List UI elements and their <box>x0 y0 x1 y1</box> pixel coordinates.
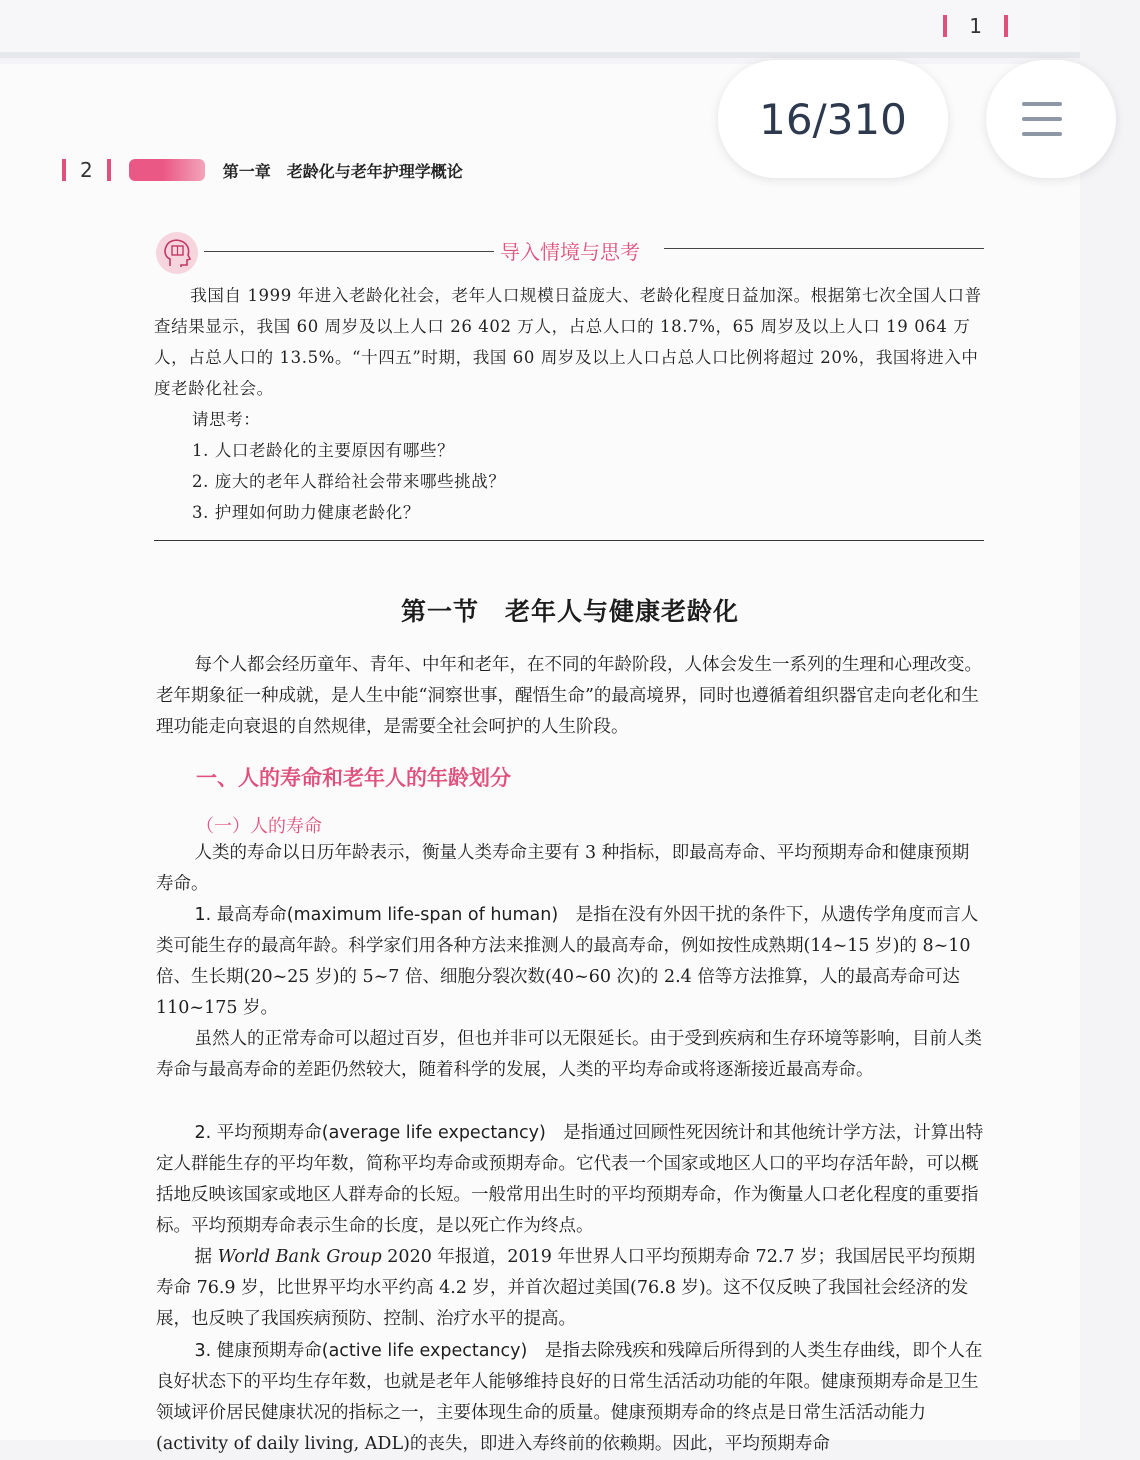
menu-line <box>1022 132 1062 136</box>
intro-bottom-rule <box>154 540 984 541</box>
intro-title: 导入情境与思考 <box>494 236 646 265</box>
intro-prompt: 请思考： <box>192 410 261 429</box>
page-marker-left <box>943 15 947 37</box>
page-marker-right <box>107 159 111 181</box>
item-average-life-expectancy-text: 是指通过回顾性死因统计和其他统计学方法，计算出特定人群能生存的平均年数，简称平均寿命或预期寿命。它代表一个国家或地区人口的平均存活年龄，可以概括地反映该国家或地区人群寿命的长短。一般常用出生时的平均预期寿命，作为衡量人口老化程度的重要指标。平均预期寿命表示生命的长度，是以死亡作为终点。 <box>156 1123 984 1236</box>
section-paragraph-1: 每个人都会经历童年、青年、中年和老年，在不同的年龄阶段，人体会发生一系列的生理和心理改变。老年期象征一种成就，是人生中能“洞察世事，醒悟生命”的最高境界，同时也遵循着组织器官走向老化和生理功能走向衰退的自然规律，是需要全社会呵护的人生阶段。 <box>156 655 982 737</box>
page-marker-right <box>1004 15 1008 37</box>
item-active-life-expectancy <box>156 1336 986 1460</box>
menu-line <box>1022 117 1062 121</box>
subsection-heading: 一、人的寿命和老年人的年龄划分 <box>196 766 511 790</box>
page-counter[interactable]: 16/310 <box>718 60 948 178</box>
section-paragraph-2: 人类的寿命以日历年龄表示，衡量人类寿命主要有 3 种指标，即最高寿命、平均预期寿命和健康预期寿命。 <box>156 843 970 894</box>
p4-source: World Bank Group <box>217 1247 382 1267</box>
section-paragraph-4 <box>156 1242 986 1335</box>
hamburger-menu-icon[interactable] <box>986 60 1116 178</box>
previous-page-number-text: 1 <box>969 14 982 38</box>
intro-heading <box>156 232 986 272</box>
intro-paragraph: 我国自 1999 年进入老龄化社会，老年人口规模日益庞大、老龄化程度日益加深。根据第七次全国人口普查结果显示，我国 60 周岁及以上人口 26 402 万人，占总人口的 18.7%，65 周岁及以上人口 19 064 万人，占总人口的 13.5%。“十四五”时期，我国 60 周岁及以上人口占总人口比例将超过 20%，我国将进入中度老龄化社会。 <box>154 286 982 398</box>
page-marker-left <box>62 159 66 181</box>
p4-post: 2020 年报道，2019 年世界人口平均预期寿命 72.7 岁；我国居民平均预期寿命 76.9 岁，比世界平均水平约高 4.2 岁，并首次超过美国(76.8 岁)。这不仅反映了我国社会经济的发展，也反映了我国疾病预防、控制、治疗水平的提高。 <box>156 1247 976 1329</box>
intro-question-2: 2. 庞大的老年人群给社会带来哪些挑战？ <box>192 472 506 491</box>
menu-line <box>1022 102 1062 106</box>
section-paragraph-3: 虽然人的正常寿命可以超过百岁，但也并非可以无限延长。由于受到疾病和生存环境等影响，目前人类寿命与最高寿命的差距仍然较大，随着科学的发展，人类的平均寿命或将逐渐接近最高寿命。 <box>156 1029 982 1080</box>
previous-page-strip <box>0 0 1080 58</box>
intro-body <box>154 280 984 528</box>
p4-pre: 据 <box>194 1247 218 1267</box>
section-title: 第一节 老年人与健康老龄化 <box>400 597 739 626</box>
item-max-lifespan <box>156 900 986 1024</box>
head-book-icon <box>156 232 198 274</box>
chapter-title: 第一章 老龄化与老年护理学概论 <box>222 161 463 181</box>
item-max-lifespan-text: 是指在没有外因干扰的条件下，从遗传学角度而言人类可能生存的最高年龄。科学家们用各种方法来推测人的最高寿命，例如按性成熟期(14~15 岁)的 8~10 倍、生长期(20~25 岁)的 5~7 倍、细胞分裂次数(40~60 次)的 2.4 倍等方法推算，人的最高寿命可达 110~175 岁。 <box>156 905 979 1018</box>
chapter-color-tab <box>129 159 205 181</box>
running-header <box>62 158 463 182</box>
heading-rule-right <box>664 248 984 249</box>
item-active-life-expectancy-term: 3. 健康预期寿命(active life expectancy) <box>194 1341 528 1361</box>
page-number: 2 <box>80 158 93 182</box>
item-max-lifespan-term: 1. 最高寿命(maximum life-span of human) <box>194 905 559 925</box>
intro-question-3: 3. 护理如何助力健康老龄化？ <box>192 503 420 522</box>
item-average-life-expectancy-term: 2. 平均预期寿命(average life expectancy) <box>194 1123 546 1143</box>
intro-question-1: 1. 人口老龄化的主要原因有哪些？ <box>192 441 455 460</box>
previous-page-number <box>943 14 1008 38</box>
subsubsection-heading: （一）人的寿命 <box>196 816 322 837</box>
item-active-life-expectancy-text: 是指去除残疾和残障后所得到的人类生存曲线，即个人在良好状态下的平均生存年数，也就是老年人能够维持良好的日常生活活动功能的年限。健康预期寿命是卫生领域评价居民健康状况的指标之一，主要体现生命的质量。健康预期寿命的终点是日常生活活动能力(activity of daily living, ADL)的丧失，即进入寿终前的依赖期。因此，平均预期寿命 <box>156 1341 983 1454</box>
item-average-life-expectancy <box>156 1118 986 1242</box>
